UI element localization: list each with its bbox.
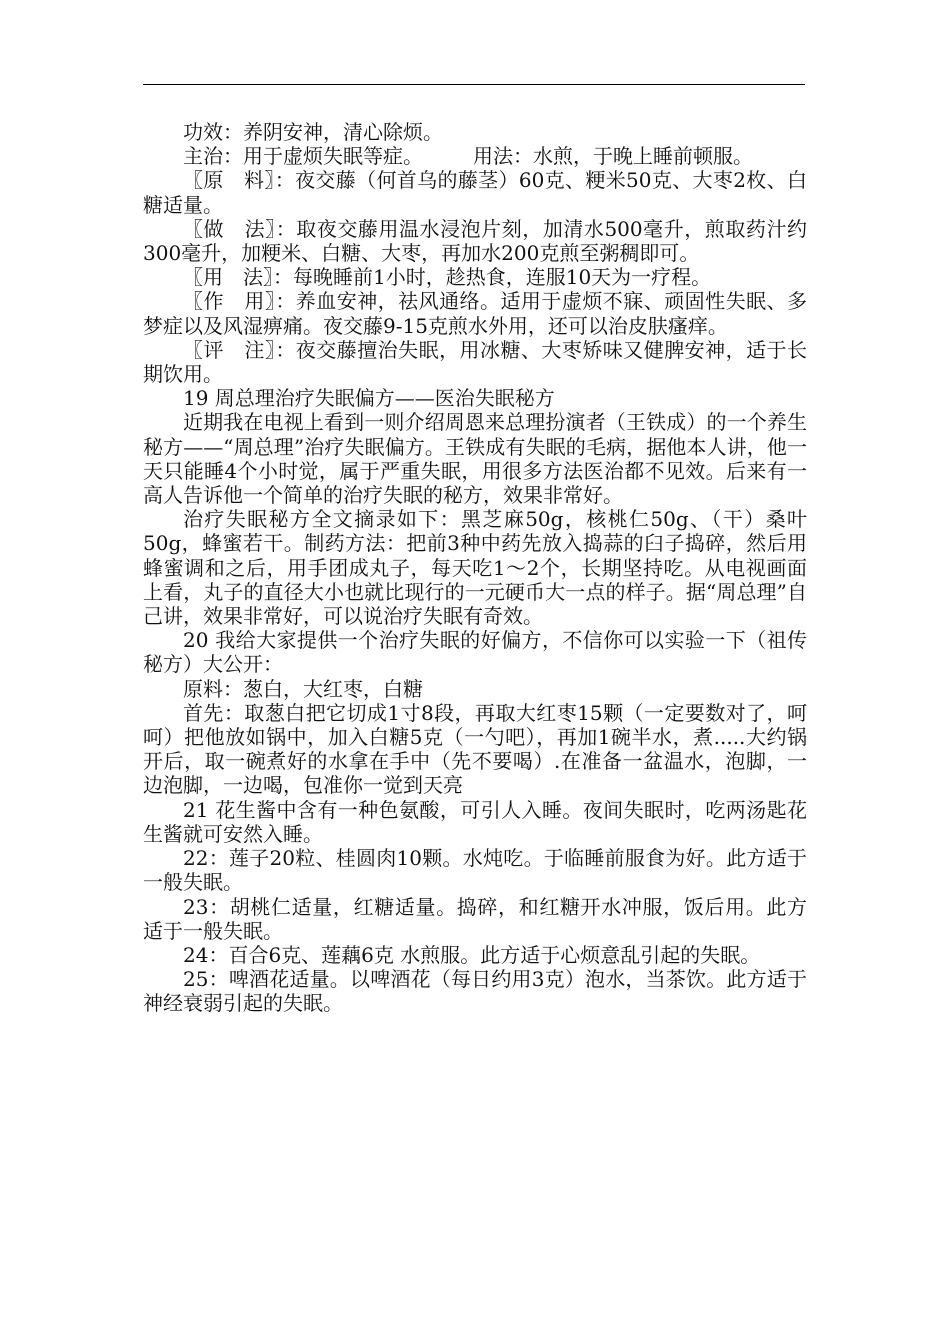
section-23-paragraph: 23：胡桃仁适量，红糖适量。捣碎，和红糖开水冲服，饭后用。此方适于一般失眠。	[143, 894, 807, 943]
section-20-ingredients: 原料：葱白，大红枣，白糖	[183, 676, 423, 701]
section-20-method: 首先：取葱白把它切成1寸8段，再取大红枣15颗（一定要数对了，呵呵）把他放如锅中，加入白糖5克（一勺吧），再加1碗半水，煮.....大约锅开后，取一碗煮好的水拿在手中（先不要喝）.在准备一盆温水，泡脚，一边泡脚，一边喝，包准你一觉到天亮	[143, 700, 807, 798]
section-19-heading: 19 周总理治疗失眠偏方——医治失眠秘方	[183, 386, 555, 411]
document-body	[143, 120, 807, 1016]
ingredients-paragraph: 〖原 料〗：夜交藤（何首乌的藤茎）60克、粳米50克、大枣2枚、白糖适量。	[143, 168, 807, 217]
section-22-paragraph: 22：莲子20粒、桂圆肉10颗。水炖吃。于临睡前服食为好。此方适于一般失眠。	[143, 846, 807, 895]
header-rule	[143, 84, 805, 85]
effect-paragraph: 〖作 用〗：养血安神，祛风通络。适用于虚烦不寐、顽固性失眠、多梦症以及风湿痹痛。夜交藤9-15克煎水外用，还可以治皮肤瘙痒。	[143, 289, 807, 338]
section-19-recipe: 治疗失眠秘方全文摘录如下：黑芝麻50g，核桃仁50g、（干）桑叶50g，蜂蜜若干。制药方法：把前3种中药先放入捣蒜的臼子捣碎，然后用蜂蜜调和之后，用手团成丸子，每天吃1～2个，长期坚持吃。从电视画面上看，丸子的直径大小也就比现行的一元硬币大一点的样子。据“周总理”自己讲，效果非常好，可以说治疗失眠有奇效。	[143, 507, 807, 629]
section-25-paragraph: 25：啤酒花适量。以啤酒花（每日约用3克）泡水，当茶饮。此方适于神经衰弱引起的失眠。	[143, 967, 807, 1016]
section-21-paragraph: 21 花生酱中含有一种色氨酸，可引人入睡。夜间失眠时，吃两汤匙花生酱就可安然入睡。	[143, 797, 807, 846]
section-20-heading: 20 我给大家提供一个治疗失眠的好偏方，不信你可以实验一下（祖传秘方）大公开：	[143, 628, 807, 677]
efficacy-line: 功效：养阴安神，清心除烦。	[183, 120, 443, 144]
usage-paragraph: 〖用 法〗：每晚睡前1小时，趁热食，连服10天为一疗程。	[183, 265, 712, 290]
section-24-paragraph: 24：百合6克、莲藕6克 水煎服。此方适于心烦意乱引起的失眠。	[183, 942, 761, 967]
indication-usage-line: 主治：用于虚烦失眠等症。 用法：水煎，于晚上睡前顿服。	[183, 144, 753, 169]
comment-paragraph: 〖评 注〗：夜交藤擅治失眠，用冰糖、大枣矫味又健脾安神，适于长期饮用。	[143, 337, 807, 387]
section-19-intro: 近期我在电视上看到一则介绍周恩来总理扮演者（王铁成）的一个养生秘方——“周总理”治疗失眠偏方。王铁成有失眠的毛病，据他本人讲，他一天只能睡4个小时觉，属于严重失眠，用很多方法医治都不见效。后来有一高人告诉他一个简单的治疗失眠的秘方，效果非常好。	[143, 410, 807, 508]
preparation-paragraph: 〖做 法〗：取夜交藤用温水浸泡片刻，加清水500毫升，煎取药汁约300毫升，加粳米、白糖、大枣，再加水200克煎至粥稠即可。	[143, 216, 807, 266]
